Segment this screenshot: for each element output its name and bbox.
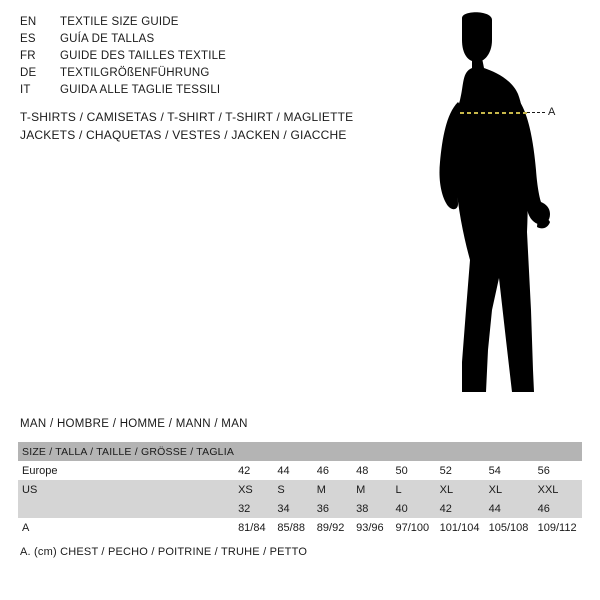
row-value: 40 <box>392 499 436 518</box>
row-value: 101/104 <box>436 518 485 537</box>
table-row <box>18 518 582 537</box>
row-value: 93/96 <box>352 518 391 537</box>
row-value: 97/100 <box>392 518 436 537</box>
row-value: M <box>352 480 391 499</box>
table-header-row <box>18 442 582 461</box>
row-value: 89/92 <box>313 518 352 537</box>
row-value: 50 <box>392 461 436 480</box>
language-row <box>20 67 350 84</box>
language-row <box>20 50 350 67</box>
language-row <box>20 84 350 101</box>
row-value: M <box>313 480 352 499</box>
row-value: 34 <box>273 499 312 518</box>
row-value: 38 <box>352 499 391 518</box>
language-code: EN <box>20 16 37 28</box>
language-code: FR <box>20 50 36 62</box>
language-title-list <box>20 16 350 101</box>
language-text: TEXTILE SIZE GUIDE <box>60 16 179 28</box>
table-header-pad <box>352 442 391 461</box>
category-tshirts: T-SHIRTS / CAMISETAS / T-SHIRT / T-SHIRT / MAGLIETTE <box>20 110 354 124</box>
table-footnote: A. (cm) CHEST / PECHO / POITRINE / TRUHE / PETTO <box>20 546 308 558</box>
row-label: Europe <box>18 461 234 480</box>
language-row <box>20 16 350 33</box>
table-header-pad <box>534 442 582 461</box>
size-table <box>18 442 582 537</box>
row-value: 109/112 <box>534 518 582 537</box>
row-value: 44 <box>273 461 312 480</box>
row-value: XXL <box>534 480 582 499</box>
row-value: 46 <box>313 461 352 480</box>
row-value: 56 <box>534 461 582 480</box>
row-value: XL <box>436 480 485 499</box>
row-value: 46 <box>534 499 582 518</box>
table-row <box>18 480 582 499</box>
row-label <box>18 499 234 518</box>
male-silhouette-illustration <box>400 10 590 400</box>
language-text: GUIDA ALLE TAGLIE TESSILI <box>60 84 221 96</box>
table-header-pad <box>485 442 534 461</box>
row-value: L <box>392 480 436 499</box>
table-row <box>18 461 582 480</box>
table-header-pad <box>392 442 436 461</box>
row-value: 42 <box>234 461 273 480</box>
row-value: 44 <box>485 499 534 518</box>
row-value: 48 <box>352 461 391 480</box>
row-value: 54 <box>485 461 534 480</box>
row-label: A <box>18 518 234 537</box>
language-row <box>20 33 350 50</box>
table-header-pad <box>313 442 352 461</box>
row-value: 85/88 <box>273 518 312 537</box>
measure-label-a: A <box>548 106 556 118</box>
language-text: GUÍA DE TALLAS <box>60 33 155 45</box>
table-title: MAN / HOMBRE / HOMME / MANN / MAN <box>20 418 248 430</box>
language-code: IT <box>20 84 31 96</box>
language-code: DE <box>20 67 37 79</box>
row-value: 105/108 <box>485 518 534 537</box>
table-header-pad <box>273 442 312 461</box>
row-value: 36 <box>313 499 352 518</box>
table-header-pad <box>436 442 485 461</box>
row-value: 52 <box>436 461 485 480</box>
language-text: GUIDE DES TAILLES TEXTILE <box>60 50 227 62</box>
measure-leader-line <box>527 112 545 113</box>
table-row <box>18 499 582 518</box>
row-label: US <box>18 480 234 499</box>
garment-category-list <box>20 110 380 146</box>
row-value: 42 <box>436 499 485 518</box>
row-value: XL <box>485 480 534 499</box>
row-value: S <box>273 480 312 499</box>
row-value: XS <box>234 480 273 499</box>
language-code: ES <box>20 33 36 45</box>
row-value: 81/84 <box>234 518 273 537</box>
table-header-pad <box>234 442 273 461</box>
category-jackets: JACKETS / CHAQUETAS / VESTES / JACKEN / GIACCHE <box>20 128 347 142</box>
language-text: TEXTILGRÖßENFÜHRUNG <box>60 67 210 79</box>
row-value: 32 <box>234 499 273 518</box>
table-header-label: SIZE / TALLA / TAILLE / GRÖSSE / TAGLIA <box>18 442 234 461</box>
